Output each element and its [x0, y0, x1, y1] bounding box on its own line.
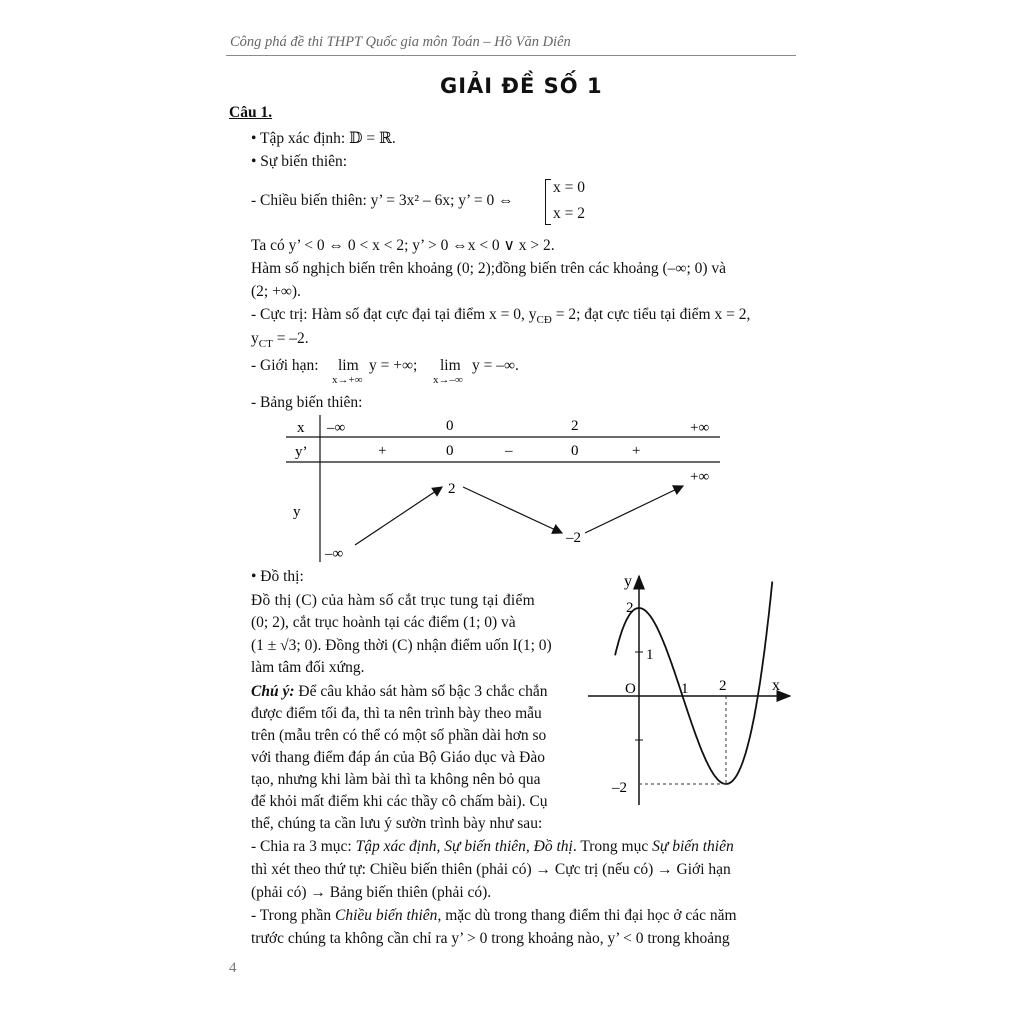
para1-mid: . Trong mục	[572, 838, 653, 855]
monotone-line-1: Hàm số nghịch biến trên khoảng (0; 2);đồng biến trên các khoảng (–∞; 0) và	[251, 260, 727, 277]
lim1-word: lim	[338, 357, 359, 374]
graph-x-label: x	[772, 677, 780, 694]
table-yp-label: y’	[295, 444, 308, 460]
para2-tail: , mặc dù trong thang điểm thi đại học ở các năm	[437, 907, 737, 924]
para1-line1	[251, 838, 734, 856]
y-val-pos-inf: +∞	[690, 469, 710, 485]
table-x-label: x	[297, 420, 305, 436]
lim1-sub: x→+∞	[332, 374, 363, 386]
graph-tick-y2: 2	[626, 600, 634, 616]
x-val-neg-inf: –∞	[327, 420, 346, 436]
para1-italic: Tập xác định, Sự biến thiên, Đồ thị	[355, 838, 573, 855]
root-1: x = 0	[553, 179, 585, 196]
domain-line: • Tập xác định: 𝔻 = ℝ.	[251, 130, 396, 147]
yp-zero-2: 0	[571, 443, 579, 459]
note-line-2: được điểm tối đa, thì ta nên trình bày theo mẫu	[251, 705, 542, 722]
lim2-word: lim	[440, 357, 461, 374]
y-val-max: 2	[448, 481, 456, 497]
note-line-1	[251, 683, 548, 701]
graph-tick-x1: 1	[681, 681, 689, 697]
yp-zero-1: 0	[446, 443, 454, 459]
extrema-tail: = 2; đạt cực tiểu tại điểm x = 2,	[551, 306, 751, 323]
root-2: x = 2	[553, 205, 585, 222]
sign-line: Ta có y’ < 0 ⇔ 0 < x < 2; y’ > 0 ⇔x < 0 ∨ x > 2.	[251, 237, 555, 254]
monotone-line-2: (2; +∞).	[251, 283, 301, 300]
para2-line2: trước chúng ta không cần chỉ ra y’ > 0 trong khoảng nào, y’ < 0 trong khoảng	[251, 930, 730, 947]
yp-sign-3: +	[632, 443, 641, 459]
table-label: - Bảng biến thiên:	[251, 394, 363, 411]
graph-desc-2: (0; 2), cắt trục hoành tại các điểm (1; 0) và	[251, 614, 516, 631]
extrema-sub-cd: CĐ	[536, 314, 552, 327]
lim2-tail: y = –∞.	[472, 357, 519, 374]
question-label: Câu 1.	[229, 104, 273, 121]
lim2-sub: x→–∞	[433, 374, 463, 386]
graph-label: • Đồ thị:	[251, 568, 304, 585]
system-bracket	[545, 179, 551, 225]
extrema-sub-ct: CT	[258, 338, 273, 351]
arrow-up-2	[585, 486, 683, 533]
para1-line3: (phải có) → Bảng biến thiên (phải có).	[251, 884, 492, 901]
note-line-5: tạo, nhưng khi làm bài thì ta không nên bỏ qua	[251, 771, 541, 788]
graph-tick-yneg2: –2	[612, 780, 627, 796]
x-val-pos-inf: +∞	[690, 420, 710, 436]
extrema2-text: y	[251, 330, 259, 347]
extrema-line-1	[251, 306, 750, 326]
x-val-2: 2	[571, 418, 579, 434]
note-line-7: thể, chúng ta cần lưu ý sườn trình bày như sau:	[251, 815, 543, 832]
graph-desc-1: Đồ thị (C) của hàm số cắt trục tung tại điểm	[251, 592, 535, 609]
para2-line1	[251, 907, 737, 925]
para1-line2: thì xét theo thứ tự: Chiều biến thiên (phải có) → Cực trị (nếu có) → Giới hạn	[251, 861, 731, 878]
para1-pre: - Chia ra 3 mục:	[251, 838, 356, 855]
para1-italic-2: Sự biến thiên	[652, 838, 734, 855]
y-val-min: –2	[566, 530, 581, 546]
running-header: Công phá đề thi THPT Quốc gia môn Toán – Hồ Văn Diên	[230, 34, 571, 50]
arrow-up-1	[355, 487, 442, 545]
graph-y-label: y	[624, 573, 632, 590]
x-val-0: 0	[446, 418, 454, 434]
para2-pre: - Trong phần	[251, 907, 335, 924]
extrema2-tail: = –2.	[272, 330, 309, 347]
variation-line: • Sự biến thiên:	[251, 153, 348, 170]
note-label: Chú ý:	[251, 683, 295, 700]
page-number: 4	[229, 960, 237, 976]
page-title: GIẢI ĐỀ SỐ 1	[440, 74, 603, 98]
note-first: Để câu khảo sát hàm số bậc 3 chắc chắn	[294, 683, 548, 700]
table-y-label: y	[293, 504, 301, 520]
derivative-line: - Chiều biến thiên: y’ = 3x² – 6x; y’ = 0 ⇔	[251, 192, 514, 209]
lim1-tail: y = +∞;	[369, 357, 418, 374]
graph-desc-3: (1 ± √3; 0). Đồng thời (C) nhận điểm uốn I(1; 0)	[251, 637, 552, 654]
graph-desc-4: làm tâm đối xứng.	[251, 659, 365, 676]
limits-label: - Giới hạn:	[251, 357, 319, 374]
graph-tick-x2: 2	[719, 678, 727, 694]
arrow-down	[463, 487, 562, 533]
yp-sign-2: –	[505, 443, 513, 459]
graph-tick-y1: 1	[646, 647, 654, 663]
note-line-6: để khỏi mất điểm khi các thầy cô chấm bài). Cụ	[251, 793, 548, 810]
graph-curve	[615, 582, 772, 785]
note-line-4: với thang điểm đáp án của Bộ Giáo dục và Đào	[251, 749, 546, 766]
graph-origin: O	[625, 681, 636, 697]
note-line-3: trên (mẫu trên có thể có một số phần dài hơn so	[251, 727, 547, 744]
extrema-line-2	[251, 330, 309, 350]
extrema-text: - Cực trị: Hàm số đạt cực đại tại điểm x = 0, y	[251, 306, 537, 323]
yp-sign-1: +	[378, 443, 387, 459]
para2-italic: Chiều biến thiên	[334, 907, 438, 924]
y-val-neg-inf: –∞	[325, 546, 344, 562]
header-rule	[226, 55, 796, 56]
